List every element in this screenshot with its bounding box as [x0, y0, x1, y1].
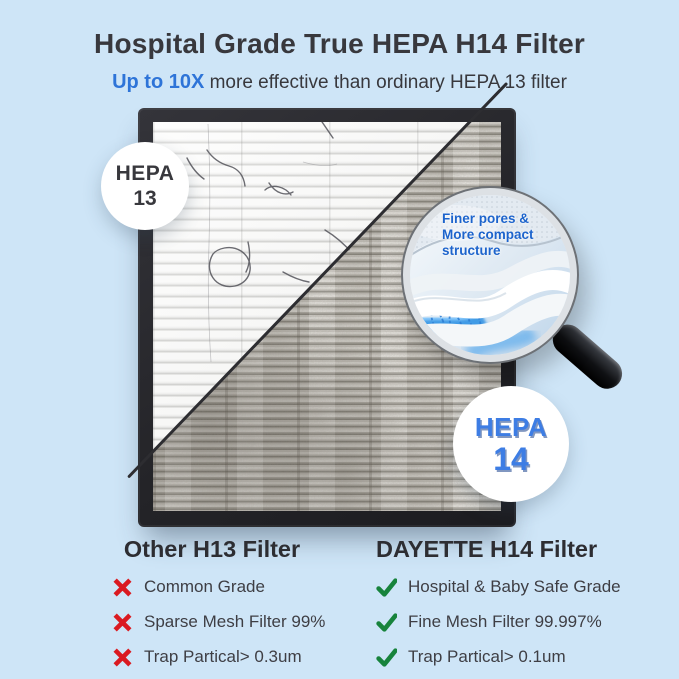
list-item — [112, 646, 312, 668]
subtitle — [0, 71, 679, 94]
list-item — [112, 576, 312, 598]
hepa13-badge-line1: HEPA — [115, 162, 175, 185]
comparison-column-h14 — [376, 536, 621, 668]
list-item-label: Trap Partical> 0.3um — [144, 647, 302, 666]
page-title: Hospital Grade True HEPA H14 Filter — [94, 28, 585, 59]
h14-column-heading: DAYETTE H14 Filter — [376, 536, 598, 562]
list-item-label: Sparse Mesh Filter 99% — [144, 612, 326, 631]
hepa13-badge-line2: 13 — [133, 187, 157, 210]
h13-column-heading: Other H13 Filter — [123, 536, 301, 562]
list-item — [376, 646, 581, 668]
list-item — [376, 611, 602, 633]
cross-icon — [112, 612, 133, 633]
list-item — [376, 576, 621, 598]
lens-caption — [442, 211, 560, 259]
list-item — [112, 611, 326, 633]
check-icon — [376, 647, 397, 668]
list-item-label: Trap Partical> 0.1um — [408, 647, 566, 666]
check-icon — [376, 577, 397, 598]
subtitle-rest: more effective than ordinary HEPA 13 filter — [204, 72, 567, 93]
list-item-label: Fine Mesh Filter 99.997% — [408, 612, 602, 631]
lens-caption-line1: Finer pores & — [442, 211, 530, 226]
cross-icon — [112, 647, 133, 668]
lens-caption-line2: More compact — [442, 226, 534, 242]
magnifier-lens-icon — [403, 188, 577, 362]
hepa14-badge-line1: HEPA — [474, 411, 548, 442]
comparison-column-h13 — [112, 536, 326, 668]
hepa14-badge-line2: 14 — [493, 440, 529, 477]
check-icon — [376, 612, 397, 633]
subtitle-highlight: Up to 10X — [112, 71, 205, 93]
list-item-label: Common Grade — [144, 577, 265, 596]
cross-icon — [112, 577, 133, 598]
hepa13-badge — [101, 142, 189, 230]
hepa14-badge — [453, 386, 569, 502]
lens-caption-line3: structure — [442, 242, 501, 258]
list-item-label: Hospital & Baby Safe Grade — [408, 577, 621, 596]
